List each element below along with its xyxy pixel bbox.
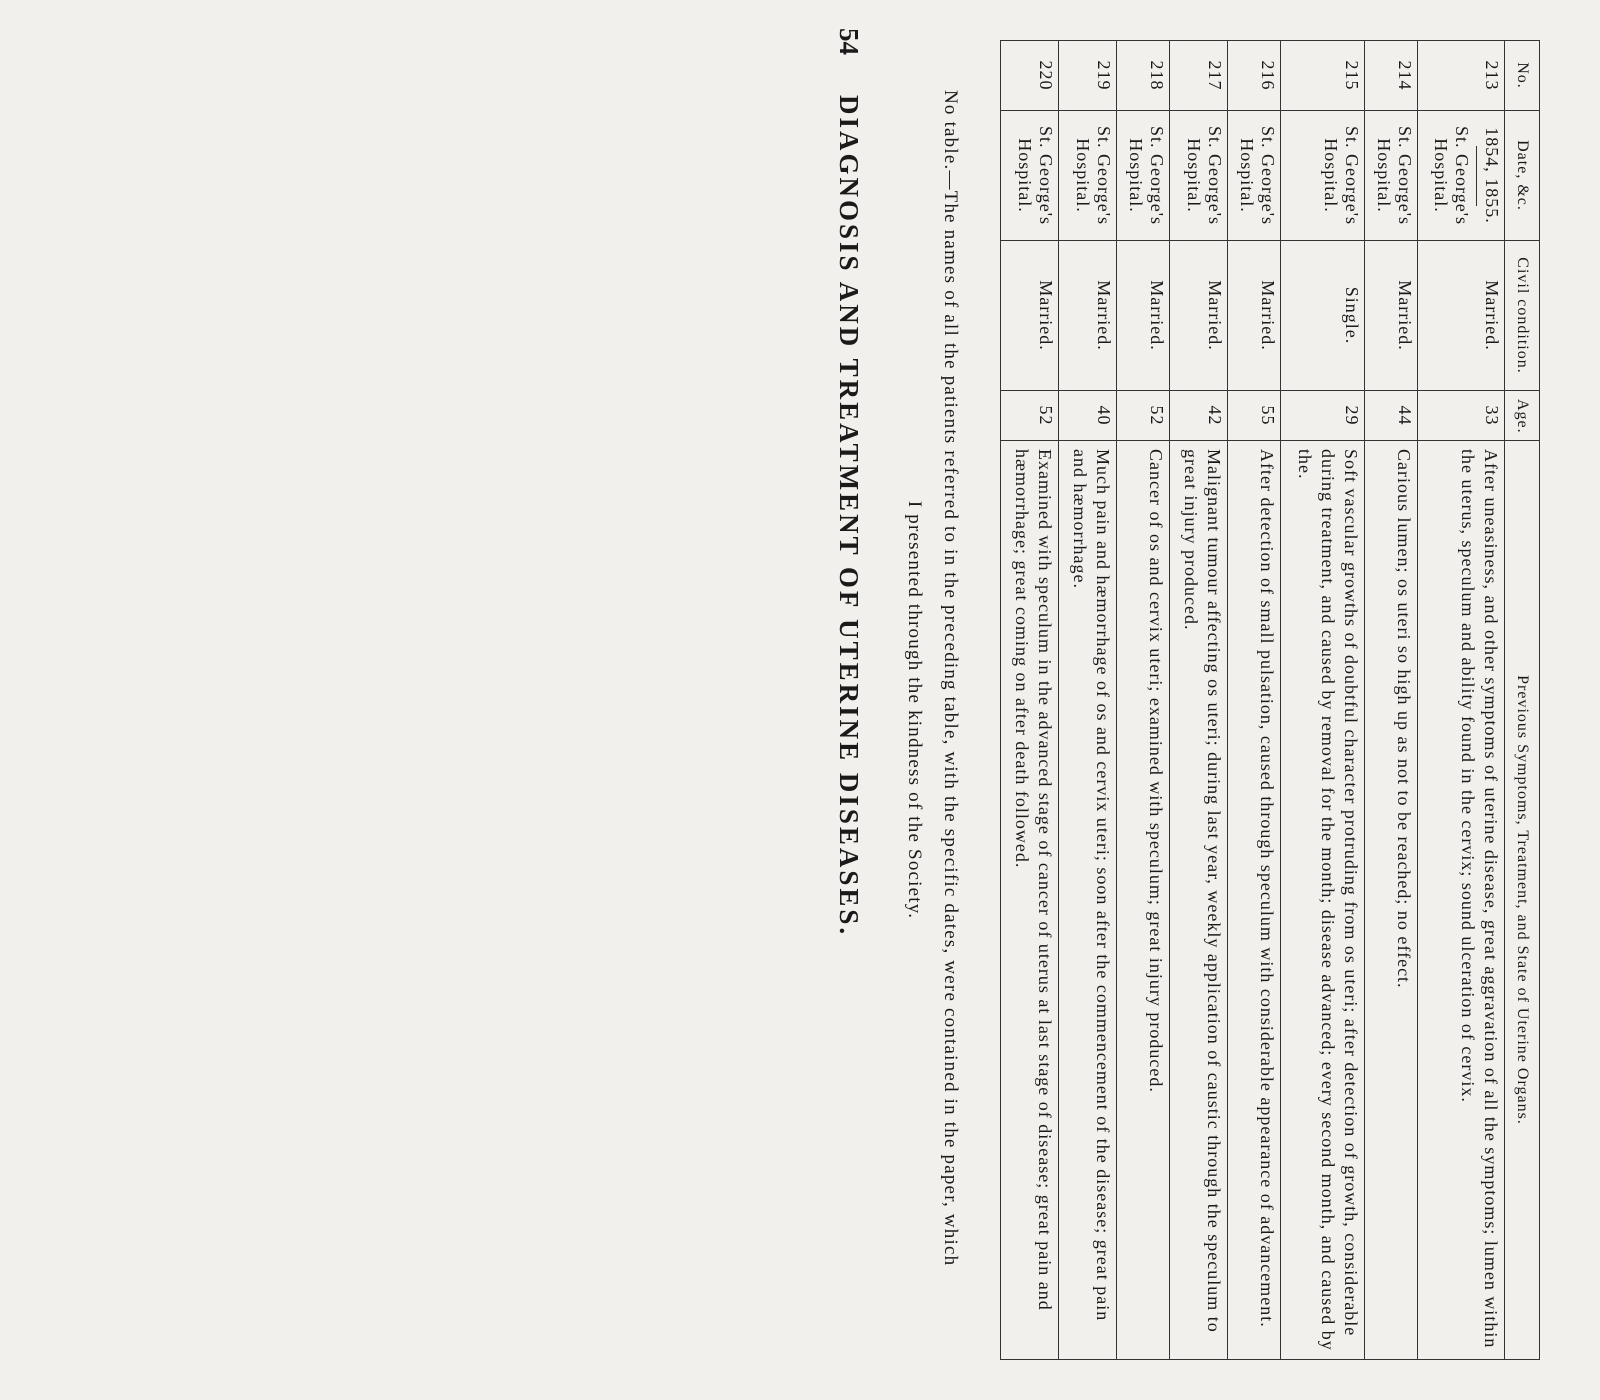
- intro-paragraph: [896, 90, 968, 1330]
- cell-no: 218: [1116, 41, 1169, 111]
- cell-condition: Married.: [1364, 241, 1417, 391]
- cell-condition: Married.: [1169, 241, 1227, 391]
- cell-no: 220: [1001, 41, 1059, 111]
- intro-line-1: No table.—The names of all the patients referred to in the preceding table, with the specific dates, were contained in the paper, which: [940, 90, 961, 1267]
- running-title: DIAGNOSIS AND TREATMENT OF UTERINE DISEASES.: [834, 95, 865, 938]
- scanned-page: [800, 0, 1600, 1400]
- cell-age: 52: [1001, 391, 1059, 441]
- case-table: [1000, 40, 1540, 1360]
- cell-age: 40: [1058, 391, 1116, 441]
- cell-condition: Married.: [1417, 241, 1504, 391]
- table-row: [1280, 41, 1364, 1360]
- table-header-row: [1505, 41, 1540, 1360]
- cell-date: St. George's Hospital.: [1169, 111, 1227, 241]
- cell-no: 219: [1058, 41, 1116, 111]
- date-years: 1854, 1855.: [1482, 127, 1502, 224]
- header-condition: Civil condition.: [1505, 241, 1540, 391]
- cell-remarks: After detection of small pulsation, caused through speculum with considerable appearance of advancement.: [1227, 441, 1280, 1360]
- cell-condition: Married.: [1001, 241, 1059, 391]
- table-row: [1116, 41, 1169, 1360]
- page-content: [800, 0, 1600, 1400]
- cell-no: 213: [1417, 41, 1504, 111]
- cell-remarks: Malignant tumour affecting os uteri; during last year, weekly application of caustic through the speculum to great injury produced.: [1169, 441, 1227, 1360]
- cell-age: 55: [1227, 391, 1280, 441]
- cell-remarks: Carious lumen; os uteri so high up as not to be reached; no effect.: [1364, 441, 1417, 1360]
- cell-no: 216: [1227, 41, 1280, 111]
- cell-remarks: Examined with speculum in the advanced stage of cancer of uterus at last stage of disease; great pain and hæmorrhage; great coming on after death followed.: [1001, 441, 1059, 1360]
- cell-date: St. George's Hospital.: [1116, 111, 1169, 241]
- divider: [1476, 146, 1477, 206]
- hospital-name: St. George's Hospital.: [1431, 126, 1472, 225]
- header-no: No.: [1505, 41, 1540, 111]
- cell-date: St. George's Hospital.: [1001, 111, 1059, 241]
- table-row: [1417, 41, 1504, 1360]
- cell-condition: Married.: [1116, 241, 1169, 391]
- cell-no: 215: [1280, 41, 1364, 111]
- cell-date: [1417, 111, 1504, 241]
- cell-no: 214: [1364, 41, 1417, 111]
- cell-age: 42: [1169, 391, 1227, 441]
- cell-remarks: Cancer of os and cervix uteri; examined with speculum; great injury produced.: [1116, 441, 1169, 1360]
- cell-age: 33: [1417, 391, 1504, 441]
- cell-remarks: Soft vascular growths of doubtful character protruding from os uteri; after detection of growth, considerable during treatment, and caused by removal for the month; disease advanced; every second month, and caused by the.: [1280, 441, 1364, 1360]
- cell-condition: Single.: [1280, 241, 1364, 391]
- table-row: [1058, 41, 1116, 1360]
- cell-condition: Married.: [1058, 241, 1116, 391]
- running-header: [824, 28, 874, 1368]
- table-row: [1227, 41, 1280, 1360]
- cell-remarks: Much pain and hæmorrhage of os and cervix uteri; soon after the commencement of the disease; great pain and hæmorrhage.: [1058, 441, 1116, 1360]
- page-number: 54: [834, 28, 865, 55]
- table-row: [1364, 41, 1417, 1360]
- cell-age: 44: [1364, 391, 1417, 441]
- intro-line-2: I presented through the kindness of the Society.: [904, 500, 925, 920]
- cell-date: St. George's Hospital.: [1364, 111, 1417, 241]
- table-row: [1169, 41, 1227, 1360]
- header-age: Age.: [1505, 391, 1540, 441]
- header-remarks: Previous Symptoms, Treatment, and State of Uterine Organs.: [1505, 441, 1540, 1360]
- cell-date: St. George's Hospital.: [1227, 111, 1280, 241]
- cell-no: 217: [1169, 41, 1227, 111]
- cell-age: 29: [1280, 391, 1364, 441]
- cell-remarks: After uneasiness, and other symptoms of uterine disease, great aggravation of all the symptoms; lumen within the uterus, speculum and ability found in the cervix; sound ulceration of cervix.: [1417, 441, 1504, 1360]
- header-date: Date, &c.: [1505, 111, 1540, 241]
- cell-date: St. George's Hospital.: [1058, 111, 1116, 241]
- table-row: [1001, 41, 1059, 1360]
- cell-age: 52: [1116, 391, 1169, 441]
- cell-date: St. George's Hospital.: [1280, 111, 1364, 241]
- cell-condition: Married.: [1227, 241, 1280, 391]
